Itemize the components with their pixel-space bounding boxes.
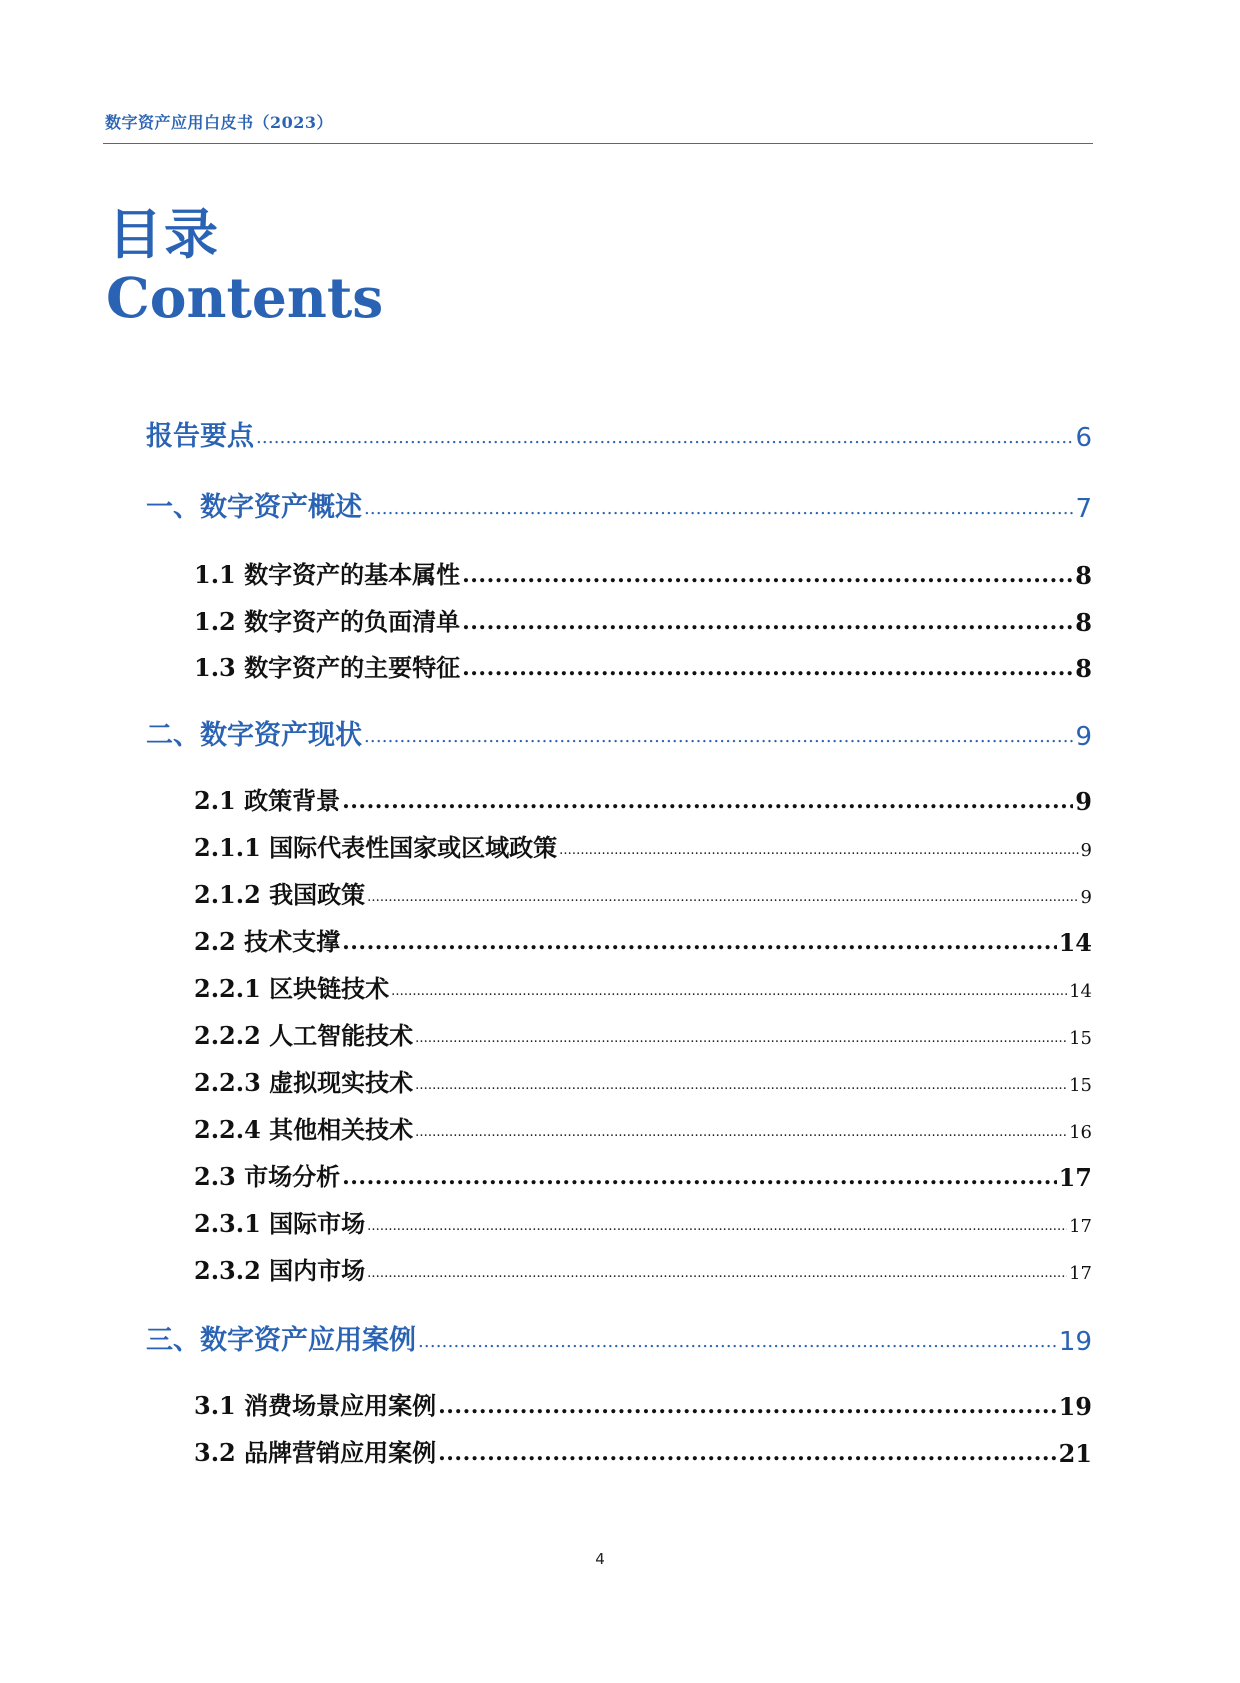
toc-leader-dots: [364, 728, 1073, 746]
toc-entry-page: 17: [1069, 1263, 1092, 1284]
toc-leader-dots: [462, 611, 1073, 633]
toc-entry-page: 19: [1058, 1327, 1092, 1357]
toc-entry-label: 2.1.1 国际代表性国家或区域政策: [194, 833, 558, 862]
toc-entry-page: 14: [1058, 928, 1092, 957]
toc-leader-dots: [438, 1442, 1056, 1464]
toc-entry-page: 17: [1069, 1216, 1092, 1237]
toc-entry-section[interactable]: [194, 923, 1092, 957]
toc-entry-subsection[interactable]: [194, 1111, 1092, 1145]
toc-entry-label: 2.2.4 其他相关技术: [194, 1115, 414, 1144]
toc-leader-dots: [438, 1395, 1056, 1417]
toc-entry-label: 2.2.2 人工智能技术: [194, 1021, 414, 1050]
toc-entry-label: 1.2 数字资产的负面清单: [194, 607, 461, 636]
toc-entry-page: 21: [1058, 1439, 1092, 1468]
toc-leader-dots: [559, 844, 1078, 857]
toc-entry-subsection[interactable]: [194, 970, 1092, 1004]
toc-leader-dots: [418, 1333, 1057, 1351]
toc-leader-dots: [342, 790, 1073, 812]
toc-entry-page: 8: [1075, 654, 1092, 683]
toc-entry-label: 2.2.1 区块链技术: [194, 974, 390, 1003]
toc-entry-page: 9: [1080, 887, 1092, 908]
toc-entry-page: 14: [1069, 981, 1092, 1002]
toc-title-english: Contents: [106, 265, 384, 330]
toc-entry-page: 15: [1069, 1028, 1092, 1049]
toc-leader-dots: [415, 1126, 1067, 1139]
toc-entry-label: 2.1 政策背景: [194, 786, 341, 815]
toc-entry-label: 2.3.2 国内市场: [194, 1256, 366, 1285]
toc-entry-label: 1.1 数字资产的基本属性: [194, 560, 461, 589]
toc-entry-page: 9: [1075, 787, 1092, 816]
toc-entry-label: 2.2.3 虚拟现实技术: [194, 1068, 414, 1097]
toc-entry-subsection[interactable]: [194, 1017, 1092, 1051]
toc-entry-section[interactable]: [194, 649, 1092, 683]
toc-entry-page: 17: [1058, 1163, 1092, 1192]
toc-leader-dots: [364, 500, 1073, 518]
toc-title-chinese: 目录: [108, 202, 220, 266]
toc-entry-label: 2.3.1 国际市场: [194, 1209, 366, 1238]
toc-entry-page: 7: [1075, 494, 1092, 524]
toc-entry-label: 二、数字资产现状: [146, 720, 362, 751]
toc-leader-dots: [391, 985, 1067, 998]
toc-entry-label: 3.2 品牌营销应用案例: [194, 1438, 437, 1467]
toc-leader-dots: [415, 1079, 1067, 1092]
toc-leader-dots: [462, 657, 1073, 679]
toc-entry-label: 2.3 市场分析: [194, 1162, 341, 1191]
toc-entry-subsection[interactable]: [194, 1205, 1092, 1239]
toc-entry-section[interactable]: [194, 556, 1092, 590]
toc-entry-section[interactable]: [194, 603, 1092, 637]
toc-leader-dots: [367, 891, 1078, 904]
toc-entry-subsection[interactable]: [194, 1064, 1092, 1098]
toc-entry-page: 15: [1069, 1075, 1092, 1096]
toc-leader-dots: [256, 429, 1073, 447]
toc-leader-dots: [367, 1267, 1067, 1280]
toc-entry-label: 1.3 数字资产的主要特征: [194, 653, 461, 682]
toc-leader-dots: [367, 1220, 1067, 1233]
page-number: 4: [595, 1550, 605, 1568]
toc-entry-subsection[interactable]: [194, 829, 1092, 863]
toc-leader-dots: [415, 1032, 1067, 1045]
toc-entry-subsection[interactable]: [194, 876, 1092, 910]
toc-entry-page: 19: [1058, 1392, 1092, 1421]
toc-entry-section[interactable]: [194, 782, 1092, 816]
toc-leader-dots: [342, 931, 1056, 953]
toc-entry-label: 3.1 消费场景应用案例: [194, 1391, 437, 1420]
toc-entry-page: 9: [1075, 722, 1092, 752]
toc-entry-section[interactable]: [194, 1387, 1092, 1421]
toc-leader-dots: [462, 564, 1073, 586]
toc-entry-chapter[interactable]: [146, 712, 1092, 752]
toc-leader-dots: [342, 1166, 1056, 1188]
toc-entry-label: 报告要点: [146, 421, 254, 452]
toc-entry-page: 8: [1075, 561, 1092, 590]
toc-entry-subsection[interactable]: [194, 1252, 1092, 1286]
toc-entry-chapter[interactable]: [146, 1317, 1092, 1357]
toc-entry-section[interactable]: [194, 1158, 1092, 1192]
toc-entry-label: 2.2 技术支撑: [194, 927, 341, 956]
toc-entry-page: 9: [1080, 840, 1092, 861]
toc-entry-page: 6: [1075, 423, 1092, 453]
toc-entry-page: 8: [1075, 608, 1092, 637]
toc-entry-label: 三、数字资产应用案例: [146, 1325, 416, 1356]
toc-entry-label: 2.1.2 我国政策: [194, 880, 366, 909]
document-title: 数字资产应用白皮书（2023）: [105, 113, 334, 132]
toc-entry-label: 一、数字资产概述: [146, 492, 362, 523]
toc-entry-chapter[interactable]: [146, 484, 1092, 524]
toc-entry-chapter[interactable]: [146, 413, 1092, 453]
toc-entry-page: 16: [1069, 1122, 1092, 1143]
toc-entry-section[interactable]: [194, 1434, 1092, 1468]
